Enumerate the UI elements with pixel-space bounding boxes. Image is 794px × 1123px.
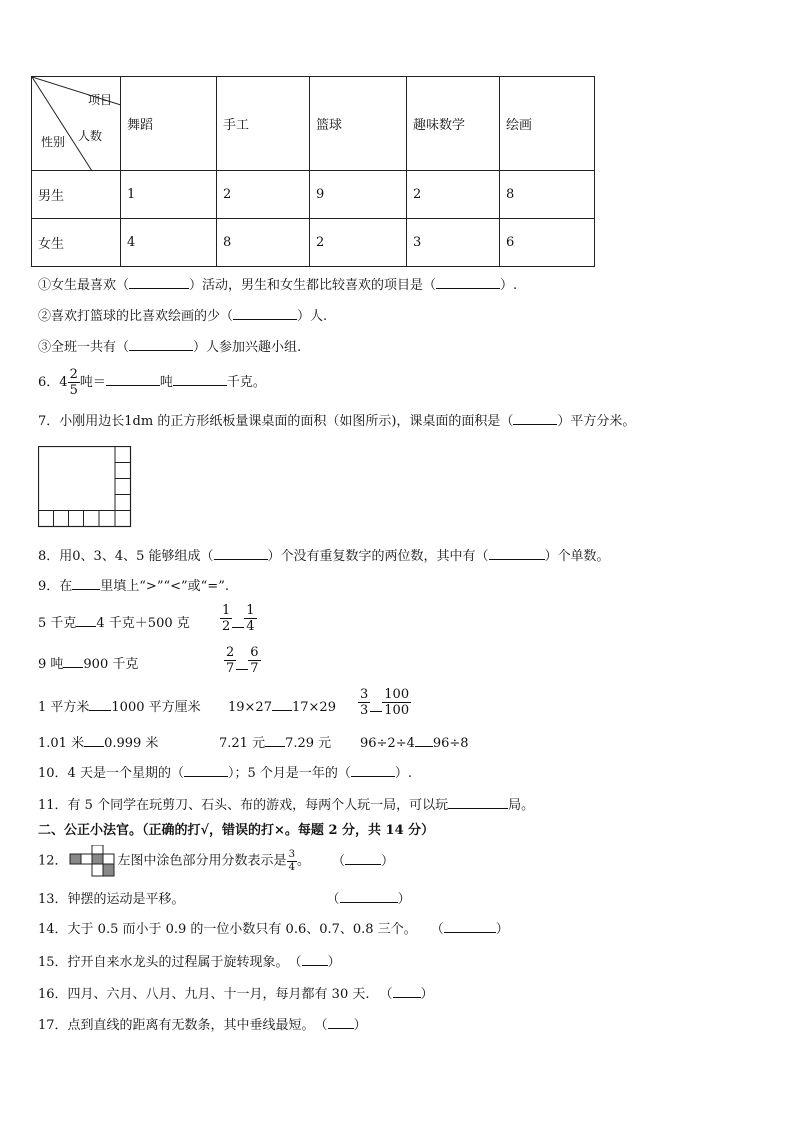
corner-count-label: 人数 xyxy=(77,129,102,143)
q9-fraction-compare-3: $\frac{3}{3}$ $\frac{100}{100}$ xyxy=(360,687,410,718)
row-label: 女生 xyxy=(32,219,121,267)
table-cell: 4 xyxy=(121,219,217,267)
answer-blank[interactable] xyxy=(84,734,104,747)
table-header-row xyxy=(32,77,595,171)
column-header: 手工 xyxy=(217,77,310,171)
answer-blank[interactable] xyxy=(415,734,433,747)
table-cell: 3 xyxy=(407,219,500,267)
answer-blank[interactable] xyxy=(63,655,83,668)
column-header: 篮球 xyxy=(310,77,407,171)
survey-table xyxy=(31,76,595,267)
mixed-fraction: $\frac{2}{5}$ xyxy=(69,367,78,398)
q9-row4-right: 96÷2÷4 96÷8 xyxy=(360,736,469,751)
answer-blank[interactable] xyxy=(272,698,292,711)
table-cell: 8 xyxy=(500,171,595,219)
answer-blank[interactable] xyxy=(489,547,545,560)
column-header: 舞蹈 xyxy=(121,77,217,171)
row-label: 男生 xyxy=(32,171,121,219)
question-15: 15．拧开自来水龙头的过程属于旋转现象。（ ） xyxy=(38,955,341,970)
desk-grid-figure xyxy=(38,446,132,528)
question-14: 14．大于 0.5 而小于 0.9 的一位小数只有 0.6、0.7、0.8 三个。 （ ） xyxy=(38,922,509,937)
q5-sub3: ③全班一共有（ ）人参加兴趣小组. xyxy=(38,340,302,355)
question-12: 12． 左图中涂色部分用分数表示是 $\frac{3}{4}$ 。 （ ） xyxy=(38,845,394,877)
table-cell: 2 xyxy=(407,171,500,219)
table-cell: 1 xyxy=(121,171,217,219)
answer-blank[interactable] xyxy=(89,698,111,711)
question-10: 10．4 天是一个星期的（ ）；5 个月是一年的（ ）. xyxy=(38,766,412,781)
answer-blank[interactable] xyxy=(72,577,100,590)
question-13: 13．钟摆的运动是平移。 （ ） xyxy=(38,892,411,907)
q9-row3-left: 1 平方米 1000 平方厘米 xyxy=(38,700,201,715)
table-cell: 2 xyxy=(217,171,310,219)
fraction: $\frac{3}{4}$ xyxy=(288,848,295,873)
answer-blank[interactable] xyxy=(232,627,244,628)
answer-blank[interactable] xyxy=(236,669,248,670)
answer-blank[interactable] xyxy=(184,764,228,777)
question-7: 7．小刚用边长1dm 的正方形纸板量课桌面的面积（如图所示)，课桌面的面积是（ ）平方分米。 xyxy=(38,414,636,429)
answer-blank[interactable] xyxy=(214,547,268,560)
table-cell: 6 xyxy=(500,219,595,267)
answer-blank[interactable] xyxy=(436,276,500,289)
q9-row4-middle: 7.21 元 7.29 元 xyxy=(219,736,332,751)
q9-fraction-compare-1: $\frac{1}{2}$ $\frac{1}{4}$ xyxy=(222,603,255,634)
question-11: 11．有 5 个同学在玩剪刀、石头、布的游戏，每两个人玩一局，可以玩 局。 xyxy=(38,798,535,813)
answer-parentheses[interactable]: （ ） xyxy=(379,987,434,1002)
q9-row2-left: 9 吨 900 千克 xyxy=(38,657,139,672)
table-row xyxy=(32,219,595,267)
answer-parentheses[interactable]: （ ） xyxy=(314,1018,367,1033)
answer-parentheses[interactable]: （ ） xyxy=(326,892,411,907)
answer-blank[interactable] xyxy=(76,614,96,627)
answer-parentheses[interactable]: （ ） xyxy=(331,853,394,869)
answer-parentheses[interactable]: （ ） xyxy=(430,922,509,937)
section-2-title: 二、公正小法官。（正确的打√，错误的打×。每题 2 分，共 14 分） xyxy=(38,823,435,838)
q9-row4-left: 1.01 米 0.999 米 xyxy=(38,736,159,751)
q5-sub2: ②喜欢打篮球的比喜欢绘画的少（ ）人. xyxy=(38,309,328,324)
table-cell: 8 xyxy=(217,219,310,267)
answer-blank[interactable] xyxy=(129,338,193,351)
table-cell: 2 xyxy=(310,219,407,267)
corner-item-label: 项目 xyxy=(87,93,112,107)
answer-parentheses[interactable]: （ ） xyxy=(288,955,341,970)
answer-blank[interactable] xyxy=(265,734,285,747)
question-8: 8．用0、3、4、5 能够组成（ ）个没有重复数字的两位数，其中有（ ）个单数。 xyxy=(38,549,610,564)
table-cell: 9 xyxy=(310,171,407,219)
corner-gender-label: 性别 xyxy=(41,135,66,149)
column-header: 趣味数学 xyxy=(407,77,500,171)
answer-blank[interactable] xyxy=(129,276,189,289)
question-17: 17．点到直线的距离有无数条，其中垂线最短。（ ） xyxy=(38,1018,367,1033)
answer-blank[interactable] xyxy=(448,796,508,809)
column-header: 绘画 xyxy=(500,77,595,171)
answer-blank[interactable] xyxy=(233,307,297,320)
q9-row3-middle: 19×27 17×29 xyxy=(228,700,336,715)
shaded-grid-figure xyxy=(68,845,116,877)
question-9-intro: 9．在 里填上“>”“<”或“=”. xyxy=(38,579,229,594)
q9-row1-left: 5 千克 4 千克＋500 克 xyxy=(38,616,190,631)
answer-blank[interactable] xyxy=(173,373,227,386)
table-row xyxy=(32,171,595,219)
answer-blank[interactable] xyxy=(106,373,160,386)
question-16: 16．四月、六月、八月、九月、十一月，每月都有 30 天. （ ） xyxy=(38,987,434,1002)
answer-blank[interactable] xyxy=(513,412,557,425)
q5-sub1: ①女生最喜欢（ ）活动，男生和女生都比较喜欢的项目是（ ）. xyxy=(38,278,518,293)
answer-blank[interactable] xyxy=(370,711,382,712)
table-corner-cell xyxy=(32,77,121,171)
answer-blank[interactable] xyxy=(351,764,395,777)
question-6: 6．4 $\frac{2}{5}$ 吨＝ 吨 千克。 xyxy=(38,367,266,398)
q9-fraction-compare-2: $\frac{2}{7}$ $\frac{6}{7}$ xyxy=(226,645,259,676)
